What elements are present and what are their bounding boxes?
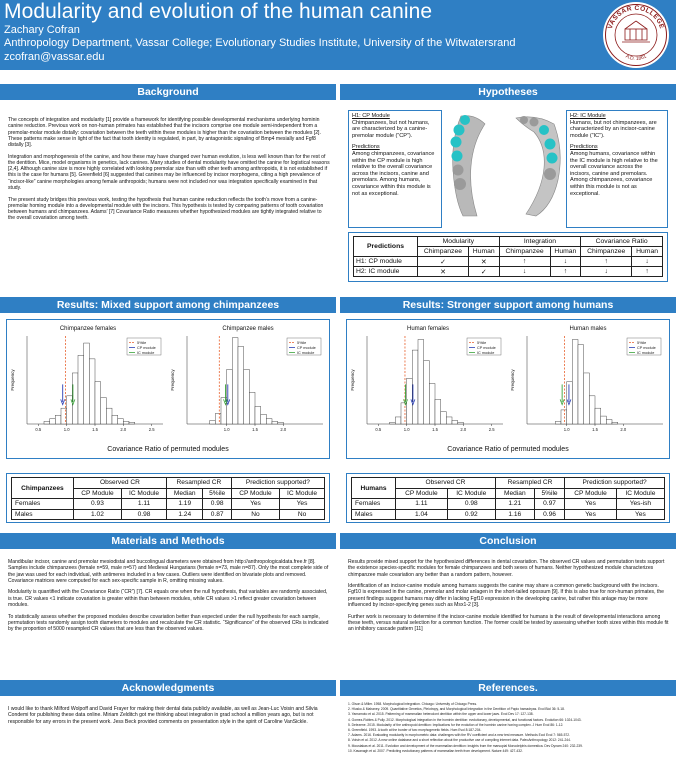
result-sub: IC Module — [280, 488, 325, 499]
result-sub: CP Module — [231, 488, 279, 499]
table-row — [354, 257, 663, 267]
human-x-axis-label: Covariance Ratio of permuted modules — [447, 446, 569, 453]
histogram-bar — [555, 421, 561, 424]
histogram-bar — [106, 408, 112, 424]
methods-p3: To statistically assess whether the proposed modules describe covariation better than expected under the null hypothesis for each sample, permutation tests randomly assign tooth diameters to modules and recalculate the CR statistic. “Significance” of the observed CRs is indicated by the proportion of 5000 resampled CR values that are less than the observed values. — [8, 613, 329, 633]
histogram-bar — [458, 422, 464, 424]
conclusion-p2: Identification of an incisor-canine module among humans suggests the canine may share a common genetic background with the incisors. Fgf10 is expressed in the canine, premolar and molar anlagen in the short-tailed opossum [9]. If this is also true for non-human primates, the present findings suggest humans may differ in lacking Fgf10 expression in the developing canine, but rather this anlage may be more influenced by incisor-specifying genes such as Msx1-2 [3]. — [348, 583, 664, 608]
row-label: Females — [12, 499, 74, 510]
y-axis-label: Frequency — [170, 369, 175, 391]
table-cell: 0.93 — [73, 499, 121, 510]
histogram-bar — [50, 419, 56, 424]
background-section — [0, 84, 336, 294]
poster-header — [0, 0, 676, 70]
result-sub: CP Module — [565, 488, 617, 499]
x-tick-label: 0.5 — [35, 427, 42, 432]
result-sub: CP Module — [396, 488, 448, 499]
pred-cell: ✕ — [418, 267, 469, 277]
table-cell: 1.02 — [73, 509, 121, 520]
reference-item: 7. Adams. 2016. Evaluating modularity in morphometric data: challenges with the RV coefficient and a new test measure. Methods Ecol Evol 7: 565-572. — [348, 733, 570, 738]
legend-label: IC module — [477, 350, 495, 355]
histogram-bar — [595, 408, 601, 424]
h2-pred-title: Predictions — [570, 144, 598, 151]
histogram-bar — [418, 340, 424, 424]
histogram-bar — [612, 422, 618, 424]
conclusion-p3: Further work is necessary to determine if the incisor-canine module identified for humans is the result of developmental interactions among these teeth, versus natural selection for a common function. The former could be tested by assessing whether tooth sizes within this module fit an inhibitory cascade pattern [11] — [348, 613, 669, 633]
histogram-bar — [210, 420, 216, 424]
x-tick-label: 2.0 — [460, 427, 467, 432]
histogram-bar — [589, 396, 595, 424]
table-cell: 1.11 — [396, 499, 448, 510]
y-axis-label: Frequency — [10, 369, 15, 391]
table-row — [354, 267, 663, 277]
chimp-x-axis-label: Covariance Ratio of permuted modules — [107, 446, 229, 453]
conclusion-p1: Results provide mixed support for the hypothesized differences in dental covariation. The observed CR values and permutation tests support the existence species-specific modules for female chimpanzees and both sexes of humans. Neither hypothesized module characterizes chimpanzee male covariation any better than a random pattern, however. — [348, 559, 665, 578]
x-tick-label: 1.5 — [592, 427, 598, 432]
methods-p2: Modularity is quantified with the Covariance Ratio (“CR”) [7]. CR equals one when the null hypothesis, that variables are randomly associated, is true. CR values <1 indicate covariation is greater within than between modules, while CR values >1 reflect greater covariation between modules. — [8, 589, 328, 608]
h2-title: H2: IC Module — [570, 113, 606, 119]
table-cell: No — [280, 509, 325, 520]
human-table-box — [346, 473, 670, 523]
table-row — [12, 509, 325, 520]
histogram-bar — [390, 422, 396, 424]
jaw-ic-image — [443, 110, 513, 220]
h1-body: Chimpanzees, but not humans, are characterized by a canine-premolar module (“CP”). — [352, 119, 430, 139]
y-axis-label: Frequency — [350, 369, 355, 391]
result-group: Observed CR — [73, 478, 166, 489]
h1-pred-title: Predictions — [352, 144, 380, 151]
legend-label: CP module — [297, 345, 316, 350]
reference-item: 8. Voisin et al. 2012. A new online database and a short reflection about the productive use of compiling internet data. PaleoAnthropology 2012: 241-244. — [348, 738, 571, 743]
x-tick-label: 1.0 — [403, 427, 410, 432]
background-heading: Background — [0, 84, 336, 100]
poster-title: Modularity and evolution of the human canine — [4, 0, 433, 23]
table-cell: 0.87 — [203, 509, 231, 520]
college-seal — [602, 1, 670, 69]
histogram-bar — [446, 417, 452, 424]
methods-section — [0, 533, 336, 679]
x-tick-label: 1.0 — [223, 427, 230, 432]
histogram-bar — [424, 361, 430, 424]
background-p1: The concepts of integration and modularity [1] provide a framework for identifying possible developmental mechanisms underlying hominin canine reduction. Previous work on non-human primates has established that the incisors comprise one module semi-independent from a premolar-molar module distally: covariation between the teeth within these modules is higher than the covariation between the modules [2]. These patterns make sense in light of the fact that tooth identity is regulated, in part, by antagonistic signaling of Bmp4 mesially and Fgf8 distally [3]. — [8, 117, 321, 148]
reference-item: 9. Moustakas et al. 2011. Evolution and development of the mammalian dentition: insights from the marsupial Monodelphis domestica. Dev Dynam 240: 232-239. — [348, 743, 583, 748]
affiliation: Anthropology Department, Vassar College; Evolutionary Studies Institute, University of the Witwatersrand — [4, 37, 516, 49]
results-chimp-heading: Results: Mixed support among chimpanzees — [0, 297, 336, 313]
hypotheses-heading: Hypotheses — [340, 84, 676, 100]
x-tick-label: 1.5 — [92, 427, 98, 432]
histogram-bar — [95, 382, 101, 424]
chart-title: Human females — [406, 326, 450, 332]
h1-box — [348, 110, 442, 228]
results-human-section — [340, 297, 676, 531]
y-axis-label: Frequency — [510, 369, 515, 391]
pred-cell: ✓ — [418, 257, 469, 267]
histogram-bar — [89, 359, 95, 424]
pred-cell: ↓ — [499, 267, 550, 277]
x-tick-label: 1.5 — [432, 427, 438, 432]
results-human-heading: Results: Stronger support among humans — [340, 297, 676, 313]
conclusion-section — [340, 533, 676, 679]
pred-sub: Human — [550, 247, 581, 257]
h1-pred-body: Among chimpanzees, covariance within the CP module is high relative to the overall covariance across the incisors, canine and premolars. Among humans, covariance within this module is not as exceptional. — [352, 150, 435, 197]
hist-human-females — [349, 322, 507, 442]
hist-chimp-males — [169, 322, 327, 442]
pred-group: Covariance Ratio — [581, 237, 663, 247]
histogram-bar — [55, 415, 61, 424]
histogram-bar — [78, 355, 84, 424]
histogram-bar — [395, 417, 401, 424]
reference-item: 2. Hlusko & Mahaney. 2009. Quantitative Genetics, Pleiotropy, and Morphological Integration in the Dentition of Papio hamadryas. Evol Biol 36: 5-18. — [348, 707, 565, 712]
ack-body: I would like to thank Milford Wolpoff and David Frayer for making their dental data publicly available, as well as Jean-Luc Voisin and Silvia Condemi for publishing these data online. Miriam Zelditch got me thinking about integration in grad school a million years ago, but is not responsible for any errors in the present work. Jess Beck provided comments on presentation style in the spirit of Caroline VanSickle. — [8, 706, 318, 725]
legend-label: CP module — [137, 345, 156, 350]
pred-sub: Chimpanzee — [418, 247, 469, 257]
result-group: Resampled CR — [167, 478, 232, 489]
methods-heading: Materials and Methods — [0, 533, 336, 549]
table-cell: Yes-ish — [616, 499, 664, 510]
table-cell: 1.19 — [167, 499, 203, 510]
x-tick-label: 2.0 — [620, 427, 627, 432]
legend-label: 5%ile — [637, 340, 647, 345]
result-group: Resampled CR — [495, 478, 564, 489]
table-cell: Yes — [280, 499, 325, 510]
result-sub: IC Module — [616, 488, 664, 499]
pred-cell: ↑ — [550, 267, 581, 277]
histogram-bar — [601, 416, 607, 424]
h2-pred-body: Among humans, covariance within the IC module is high relative to the overall covariance across the incisors, canine and premolars. Among chimpanzees, covariance within this module is not as exceptional. — [570, 150, 658, 197]
results-chimp-section — [0, 297, 336, 531]
chart-title: Chimpanzee females — [59, 326, 117, 332]
result-sub: 5%ile — [534, 488, 564, 499]
pred-sub: Chimpanzee — [581, 247, 632, 257]
pred-group: Integration — [499, 237, 581, 247]
chimp-results-table — [11, 477, 325, 520]
result-group: Observed CR — [396, 478, 496, 489]
reference-item: 4. Gomez-Robles & Polly. 2012. Morphological integration in the hominin dentition: evolutionary, developmental, and functional factors. Evolution 66: 1024-1043. — [348, 717, 582, 722]
histogram-bar — [112, 415, 118, 424]
table-cell: 1.11 — [122, 499, 167, 510]
table-cell: Yes — [565, 509, 617, 520]
histogram-bar — [401, 403, 407, 424]
pred-cell: ✕ — [468, 257, 499, 267]
chart-title: Chimpanzee males — [222, 326, 274, 332]
legend-label: IC module — [137, 350, 155, 355]
x-tick-label: 1.5 — [252, 427, 258, 432]
table-cell: Yes — [231, 499, 279, 510]
pred-cell: ↑ — [499, 257, 550, 267]
table-cell: No — [231, 509, 279, 520]
background-p3: The present study bridges this previous work, testing the hypothesis that human canine reduction reflects the tooth’s move from a canine-premolar homing module into a developmental module with the incisors. This hypothesis is tested by comparing patterns of tooth covariation between humans and chimpanzees. Adams’ [7] Covariance Ratio measures whether hypothesized modules are tightly integrated relative to the overall covariation among teeth. — [8, 196, 324, 222]
table-cell: 1.21 — [495, 499, 534, 510]
h1-title: H1: CP Module — [352, 113, 390, 119]
histogram-bar — [435, 399, 441, 424]
hist-human-males — [509, 322, 667, 442]
table-row — [12, 499, 325, 510]
chimp-table-box — [6, 473, 330, 523]
histogram-bar — [255, 406, 261, 424]
pred-cell: ✓ — [468, 267, 499, 277]
pred-cell: ↑ — [581, 257, 632, 267]
histogram-bar — [215, 413, 221, 424]
table-cell: 1.04 — [396, 509, 448, 520]
legend-label: 5%ile — [477, 340, 487, 345]
h2-box — [566, 110, 668, 228]
background-p2: Integration and morphogenesis of the canine, and how these may have changed over human evolution, is less well known than for the rest of the dentition. Mice, model organisms in genetics, lack canines. Many studies of dental modularity have omitted the canine for logistical reasons [2,4]. Although canine size is more highly correlated with looking premolar size than with other teeth among anthropoids, it is not established if this is the case for humans [5]. Greenfield [6] suggested that canines may be influenced by incisor morphogens, citing a high prevalence of “incisor-like” canine morphologies among female anthropoids; humans were not included nor was integration specifically examined in that study. — [8, 153, 330, 191]
histogram-bar — [232, 338, 238, 424]
reference-item: 10. Kavanagh et al. 2007. Predicting evolutionary patterns of mammalian teeth from development. Nature 449: 427-432. — [348, 748, 523, 753]
histogram-bar — [278, 422, 284, 424]
predictions-table-box — [348, 232, 668, 282]
row-label: Males — [352, 509, 396, 520]
result-sub: 5%ile — [203, 488, 231, 499]
pred-row-label: H2: IC module — [354, 267, 418, 277]
histogram-bar — [584, 373, 590, 424]
result-sub: IC Module — [122, 488, 167, 499]
legend-label: 5%ile — [137, 340, 147, 345]
histogram-bar — [44, 421, 50, 424]
histogram-bar — [606, 420, 612, 424]
result-group: Prediction supported? — [231, 478, 324, 489]
table-cell: 0.97 — [534, 499, 564, 510]
table-row — [352, 499, 665, 510]
result-sub: IC Module — [447, 488, 495, 499]
pred-sub: Chimpanzee — [499, 247, 550, 257]
pred-cell: ↓ — [550, 257, 581, 267]
ack-section — [0, 680, 336, 768]
histogram-bar — [429, 384, 435, 424]
histogram-bar — [123, 421, 129, 424]
references-section — [340, 680, 676, 768]
legend-label: IC module — [297, 350, 315, 355]
x-tick-label: 1.0 — [563, 427, 570, 432]
legend-label: CP module — [477, 345, 496, 350]
reference-item: 6. Greenfield. 1993. A tooth at the border of two morphogenetic fields. Hum Evol 8:187-204. — [348, 728, 482, 733]
human-table-corner: Humans — [352, 478, 396, 499]
x-tick-label: 0.5 — [375, 427, 382, 432]
email-link[interactable]: zcofran@vassar.edu — [4, 51, 105, 63]
table-cell: Yes — [565, 499, 617, 510]
histogram-bar — [129, 422, 135, 424]
human-chart-box — [346, 319, 670, 459]
table-cell: 0.98 — [203, 499, 231, 510]
histogram-bar — [118, 419, 124, 424]
pred-cell: ↓ — [632, 257, 663, 267]
references-heading: References. — [340, 680, 676, 696]
seal-text-bottom: A.D. 1861 — [624, 53, 648, 63]
chimp-chart-box — [6, 319, 330, 459]
histogram-bar — [578, 345, 584, 424]
x-tick-label: 1.0 — [63, 427, 70, 432]
chart-title: Human males — [569, 326, 607, 332]
pred-sub: Human — [468, 247, 499, 257]
seal-text-top: VASSAR COLLEGE — [606, 4, 666, 30]
table-cell: 1.16 — [495, 509, 534, 520]
row-label: Females — [352, 499, 396, 510]
table-cell: 0.98 — [122, 509, 167, 520]
result-sub: Median — [167, 488, 203, 499]
x-tick-label: 2.0 — [280, 427, 287, 432]
pred-cell: ↓ — [581, 267, 632, 277]
result-sub: Median — [495, 488, 534, 499]
histogram-bar — [249, 392, 255, 424]
histogram-bar — [572, 340, 578, 424]
table-cell: Yes — [616, 509, 664, 520]
table-cell: 0.98 — [447, 499, 495, 510]
pred-table-corner: Predictions — [354, 237, 418, 257]
chimp-table-corner: Chimpanzees — [12, 478, 74, 499]
table-cell: 1.24 — [167, 509, 203, 520]
legend-label: 5%ile — [297, 340, 307, 345]
histogram-bar — [238, 347, 244, 424]
legend-label: IC module — [637, 350, 655, 355]
author-name: Zachary Cofran — [4, 24, 80, 36]
histogram-bar — [261, 414, 267, 424]
reference-item: 1. Olson & Miller. 1958. Morphological integration. Chicago: University of Chicago Press. — [348, 702, 478, 706]
histogram-bar — [244, 369, 250, 424]
histogram-bar — [441, 412, 447, 424]
human-results-table — [351, 477, 665, 520]
table-cell: 0.96 — [534, 509, 564, 520]
jaw-cp-image — [506, 110, 568, 220]
result-group: Prediction supported? — [565, 478, 665, 489]
x-tick-label: 2.0 — [120, 427, 127, 432]
predictions-table — [353, 236, 663, 277]
histogram-bar — [84, 343, 90, 424]
histogram-bar — [272, 421, 278, 424]
histogram-bar — [266, 419, 272, 424]
pred-sub: Human — [632, 247, 663, 257]
conclusion-heading: Conclusion — [340, 533, 676, 549]
ack-heading: Acknowledgments — [0, 680, 336, 696]
table-row — [352, 509, 665, 520]
x-tick-label: 2.5 — [148, 427, 155, 432]
pred-cell: ↑ — [632, 267, 663, 277]
x-tick-label: 2.5 — [488, 427, 495, 432]
reference-item: 3. Yamamoto et al. 2015. Patterning of mammalian heterodont dentition within the upper and lower jaws. Evol Dev 17: 127-138. — [348, 712, 534, 717]
hypotheses-section — [340, 84, 676, 284]
reference-item: 5. Delezene. 2015. Modularity of the anthropoid dentition: Implications for the evolution of the hominin canine honing complex. J Hum Evol 86: 1-12. — [348, 722, 564, 727]
histogram-bar — [101, 398, 107, 424]
hist-chimp-females — [9, 322, 167, 442]
histogram-bar — [452, 420, 458, 424]
table-cell: 0.92 — [447, 509, 495, 520]
histogram-bar — [561, 410, 567, 424]
row-label: Males — [12, 509, 74, 520]
h2-body: Humans, but not chimpanzees, are characterized by an incisor-canine module (“IC”). — [570, 119, 657, 139]
legend-label: CP module — [637, 345, 656, 350]
pred-group: Modularity — [418, 237, 500, 247]
pred-row-label: H1: CP module — [354, 257, 418, 267]
result-sub: CP Module — [73, 488, 121, 499]
methods-p1: Mandibular incisor, canine and premolar mesiodistal and buccolingual diameters were obtained from http://anthropologicaldata.free.fr [8]. Samples include chimpanzees (female n=59, male n=57) and Medieval Hungarians (female n=73, male n=87). Only the most complete side of the jaw was used for each individual, with antimeres included in a few cases. Outliers were identified on bivariate plots and removed. Covariance matrices were computed for each sex-specific sample in R, omitting missing values. — [8, 559, 329, 584]
